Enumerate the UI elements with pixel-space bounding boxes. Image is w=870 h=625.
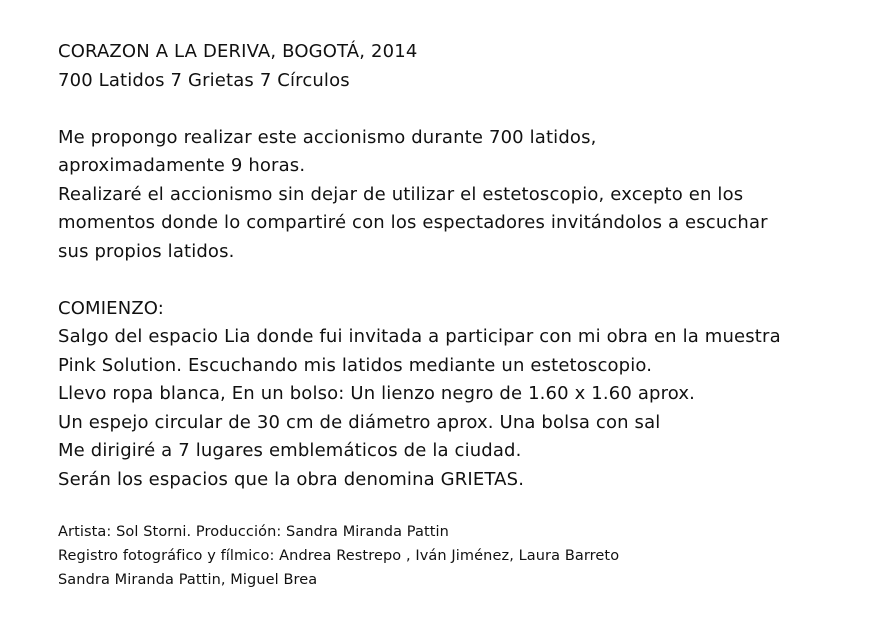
- comienzo-line: Llevo ropa blanca, En un bolso: Un lienzo negro de 1.60 x 1.60 aprox.: [58, 383, 696, 404]
- credit-line: Sandra Miranda Pattin, Miguel Brea: [58, 572, 318, 588]
- credits-section: [58, 520, 848, 592]
- intro-line: sus propios latidos.: [58, 240, 235, 262]
- intro-line: aproximadamente 9 horas.: [58, 155, 306, 176]
- intro-line: momentos donde lo compartiré con los espectadores invitándolos a escuchar: [58, 212, 768, 233]
- intro-line: Realizaré el accionismo sin dejar de utilizar el estetoscopio, excepto en los: [58, 183, 744, 205]
- credit-line: Artista: Sol Storni. Producción: Sandra Miranda Pattin: [58, 524, 449, 540]
- credit-line: Registro fotográfico y fílmico: Andrea Restrepo , Iván Jiménez, Laura Barreto: [58, 548, 620, 564]
- spacer: [58, 266, 848, 295]
- intro-line: Me propongo realizar este accionismo durante 700 latidos,: [58, 126, 597, 148]
- intro-paragraph: [58, 124, 848, 267]
- comienzo-section: [58, 295, 848, 495]
- comienzo-line: Serán los espacios que la obra denomina GRIETAS.: [58, 468, 525, 490]
- comienzo-line: Un espejo circular de 30 cm de diámetro aprox. Una bolsa con sal: [58, 411, 661, 433]
- spacer: [58, 95, 848, 124]
- document: [58, 38, 848, 592]
- document-title: CORAZON A LA DERIVA, BOGOTÁ, 2014: [58, 41, 418, 62]
- document-subtitle: 700 Latidos 7 Grietas 7 Círculos: [58, 69, 350, 91]
- comienzo-heading: COMIENZO:: [58, 297, 165, 319]
- comienzo-line: Salgo del espacio Lia donde fui invitada a participar con mi obra en la muestra: [58, 326, 781, 347]
- comienzo-line: Me dirigiré a 7 lugares emblemáticos de la ciudad.: [58, 440, 522, 461]
- comienzo-line: Pink Solution. Escuchando mis latidos mediante un estetoscopio.: [58, 354, 653, 376]
